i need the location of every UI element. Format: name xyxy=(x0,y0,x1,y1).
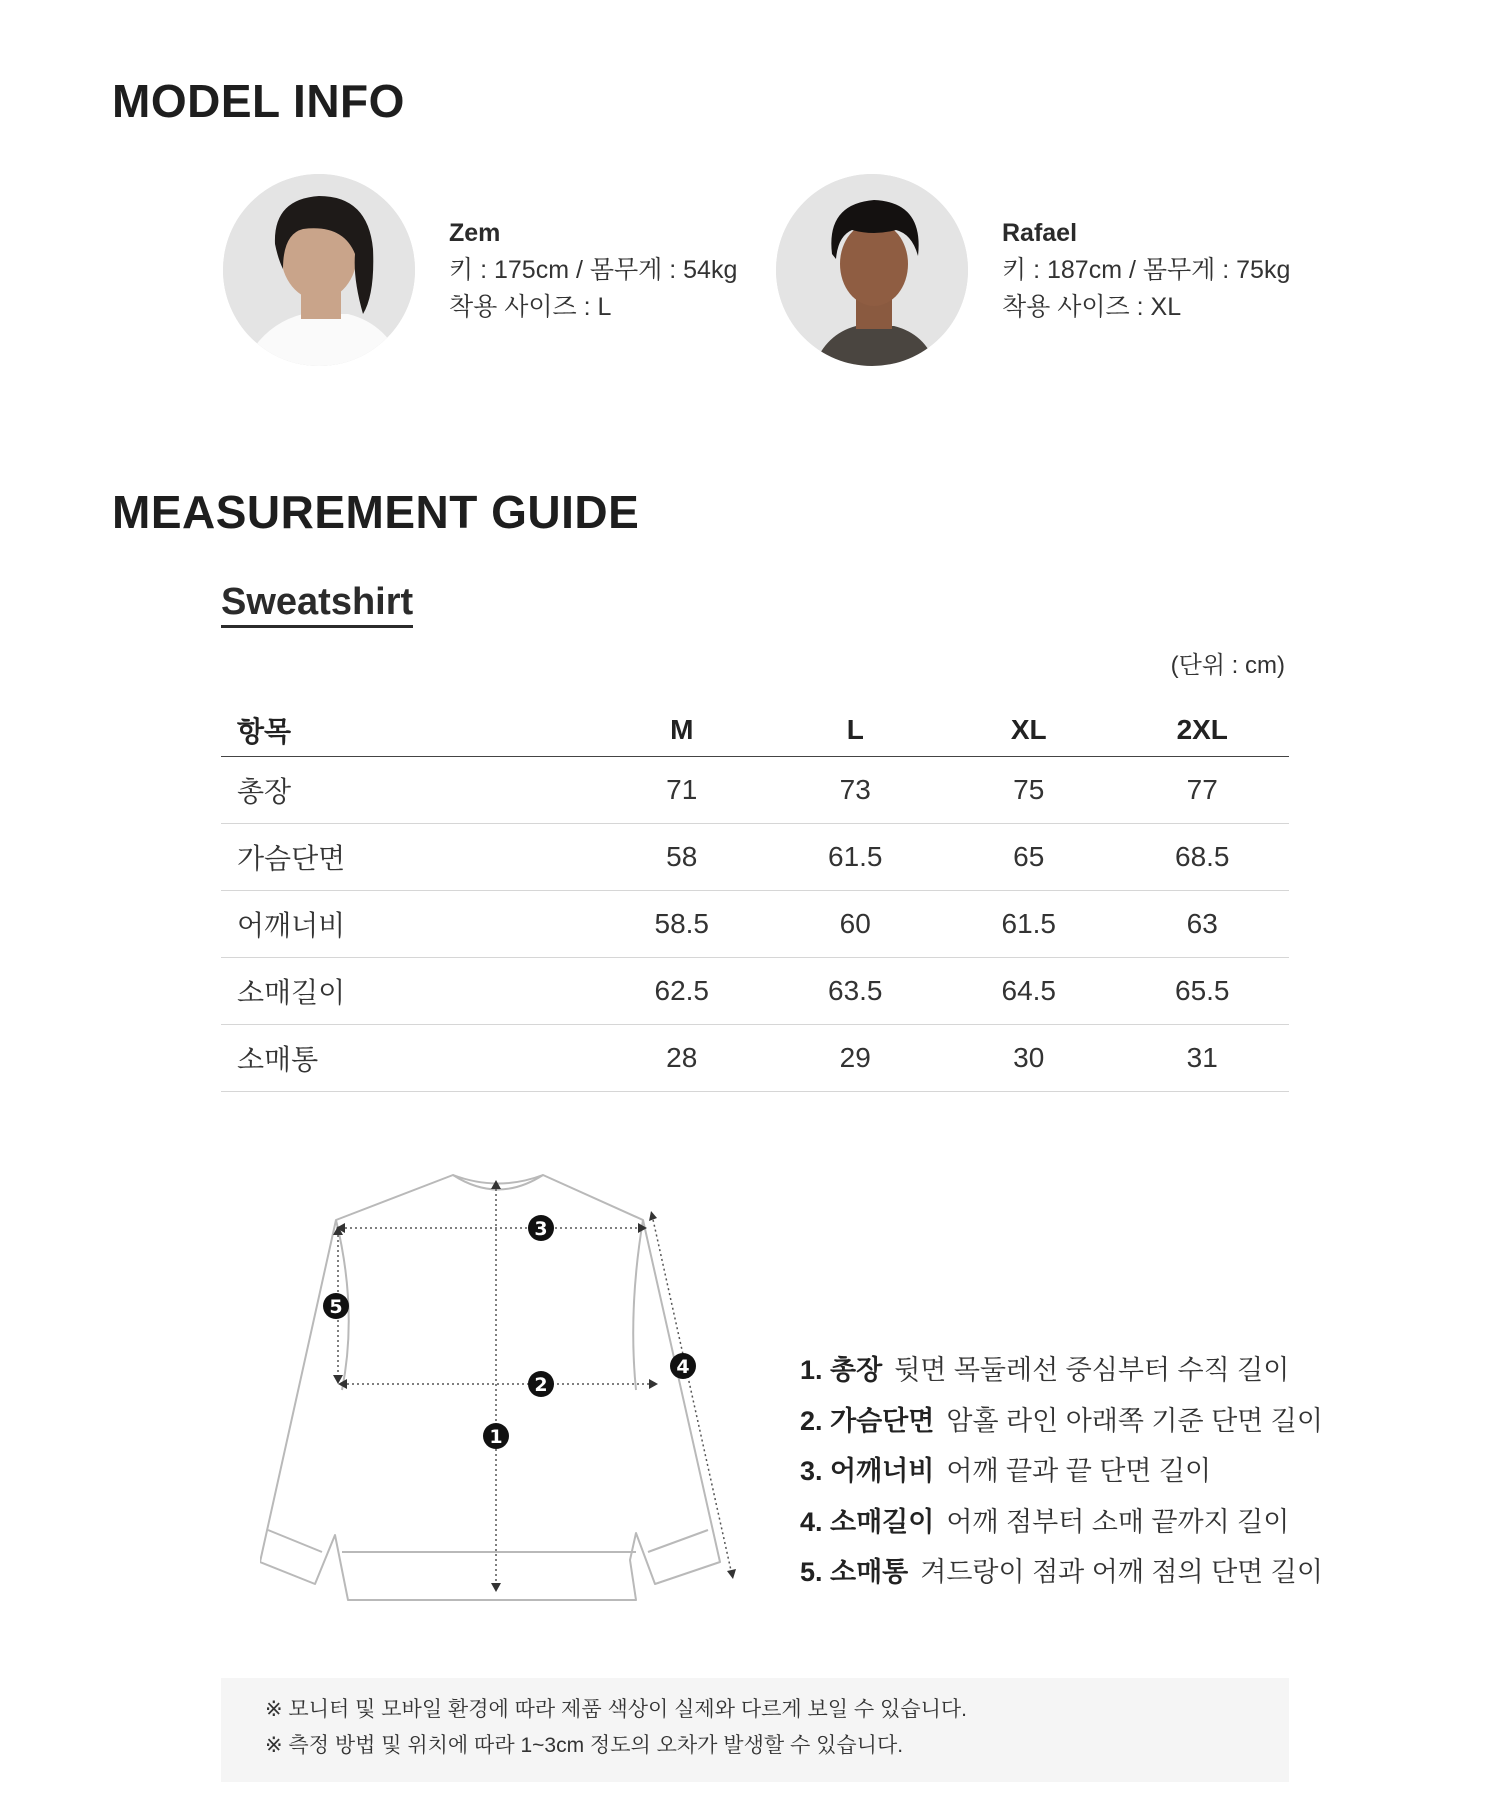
svg-text:5: 5 xyxy=(329,1296,343,1318)
table-cell: 58 xyxy=(595,823,769,890)
svg-text:4: 4 xyxy=(676,1356,690,1378)
model-stats: 키 : 175cm / 몸무게 : 54kg xyxy=(449,255,738,284)
table-row xyxy=(221,890,1289,957)
table-cell: 77 xyxy=(1116,756,1290,823)
table-cell: 60 xyxy=(769,890,943,957)
unit-label: (단위 : cm) xyxy=(1170,652,1285,679)
legend-label: 1. 총장 xyxy=(800,1355,883,1385)
table-cell: 62.5 xyxy=(595,957,769,1024)
model-photo-zem-illustration xyxy=(223,174,415,366)
measurement-guide-title: MEASUREMENT GUIDE xyxy=(112,486,640,538)
model-size: 착용 사이즈 : XL xyxy=(1002,292,1182,321)
legend-label: 3. 어깨너비 xyxy=(800,1456,935,1486)
table-cell: 31 xyxy=(1116,1024,1290,1091)
table-cell: 68.5 xyxy=(1116,823,1290,890)
table-cell: 58.5 xyxy=(595,890,769,957)
table-row xyxy=(221,1024,1289,1091)
sweatshirt-diagram xyxy=(260,1160,750,1610)
table-cell: 75 xyxy=(942,756,1116,823)
model-card-rafael xyxy=(776,174,1290,366)
table-cell: 73 xyxy=(769,756,943,823)
measurement-legend xyxy=(800,1348,1323,1601)
model-photo-zem xyxy=(223,174,415,366)
notice-line: ※ 측정 방법 및 위치에 따라 1~3cm 정도의 오차가 발생할 수 있습니다. xyxy=(265,1734,904,1757)
legend-label: 4. 소매길이 xyxy=(800,1506,935,1537)
model-photo-rafael-illustration xyxy=(776,174,968,366)
model-card-zem xyxy=(223,174,737,366)
arrowhead xyxy=(727,1569,736,1579)
legend-item xyxy=(800,1550,1323,1601)
legend-desc: 암홀 라인 아래쪽 기준 단면 길이 xyxy=(946,1405,1323,1436)
table-row xyxy=(221,823,1289,890)
header-cell: L xyxy=(769,704,943,756)
legend-desc: 겨드랑이 점과 어깨 점의 단면 길이 xyxy=(920,1557,1323,1587)
table-cell: 소매길이 xyxy=(221,957,595,1024)
table-cell: 30 xyxy=(942,1024,1116,1091)
table-cell: 어깨너비 xyxy=(221,890,595,957)
model-info-rafael xyxy=(1002,215,1290,326)
header-cell: 2XL xyxy=(1116,704,1290,756)
notice-box xyxy=(221,1678,1289,1782)
marker-3 xyxy=(528,1215,554,1241)
legend-label: 2. 가슴단면 xyxy=(800,1405,935,1436)
product-name: Sweatshirt xyxy=(221,580,413,628)
table-cell: 71 xyxy=(595,756,769,823)
table-cell: 28 xyxy=(595,1024,769,1091)
size-table xyxy=(221,704,1289,1092)
header-cell: M xyxy=(595,704,769,756)
model-size: 착용 사이즈 : L xyxy=(449,292,612,321)
model-info-zem xyxy=(449,215,737,326)
marker-1 xyxy=(483,1423,509,1449)
table-cell: 가슴단면 xyxy=(221,823,595,890)
legend-desc: 어깨 끝과 끝 단면 길이 xyxy=(946,1456,1212,1486)
sweatshirt-diagram-svg xyxy=(260,1160,750,1610)
table-cell: 64.5 xyxy=(942,957,1116,1024)
marker-4 xyxy=(670,1353,696,1379)
legend-label: 5. 소매통 xyxy=(800,1557,909,1587)
model-name: Rafael xyxy=(1002,218,1078,247)
notice-line: ※ 모니터 및 모바일 환경에 따라 제품 색상이 실제와 다르게 보일 수 있습니다. xyxy=(265,1698,968,1721)
model-name: Zem xyxy=(449,218,501,247)
model-stats: 키 : 187cm / 몸무게 : 75kg xyxy=(1002,255,1291,284)
svg-text:1: 1 xyxy=(489,1426,503,1448)
table-cell: 61.5 xyxy=(769,823,943,890)
table-cell: 65.5 xyxy=(1116,957,1290,1024)
table-row xyxy=(221,957,1289,1024)
svg-text:3: 3 xyxy=(534,1218,548,1240)
size-table-header xyxy=(221,704,1289,756)
table-cell: 65 xyxy=(942,823,1116,890)
header-cell: XL xyxy=(942,704,1116,756)
legend-item xyxy=(800,1399,1323,1450)
model-photo-rafael xyxy=(776,174,968,366)
table-cell: 총장 xyxy=(221,756,595,823)
table-cell: 소매통 xyxy=(221,1024,595,1091)
arrowhead xyxy=(649,1211,657,1221)
table-cell: 29 xyxy=(769,1024,943,1091)
svg-text:2: 2 xyxy=(534,1374,548,1396)
table-row xyxy=(221,756,1289,823)
legend-item xyxy=(800,1348,1323,1399)
marker-5 xyxy=(323,1293,349,1319)
table-cell: 61.5 xyxy=(942,890,1116,957)
marker-2 xyxy=(528,1371,554,1397)
legend-item xyxy=(800,1449,1323,1500)
legend-desc: 뒷면 목둘레선 중심부터 수직 길이 xyxy=(894,1355,1290,1385)
legend-item xyxy=(800,1500,1323,1551)
model-info-title: MODEL INFO xyxy=(112,75,405,127)
table-cell: 63.5 xyxy=(769,957,943,1024)
table-cell: 63 xyxy=(1116,890,1290,957)
header-cell: 항목 xyxy=(221,704,595,756)
legend-desc: 어깨 점부터 소매 끝까지 길이 xyxy=(946,1506,1290,1537)
